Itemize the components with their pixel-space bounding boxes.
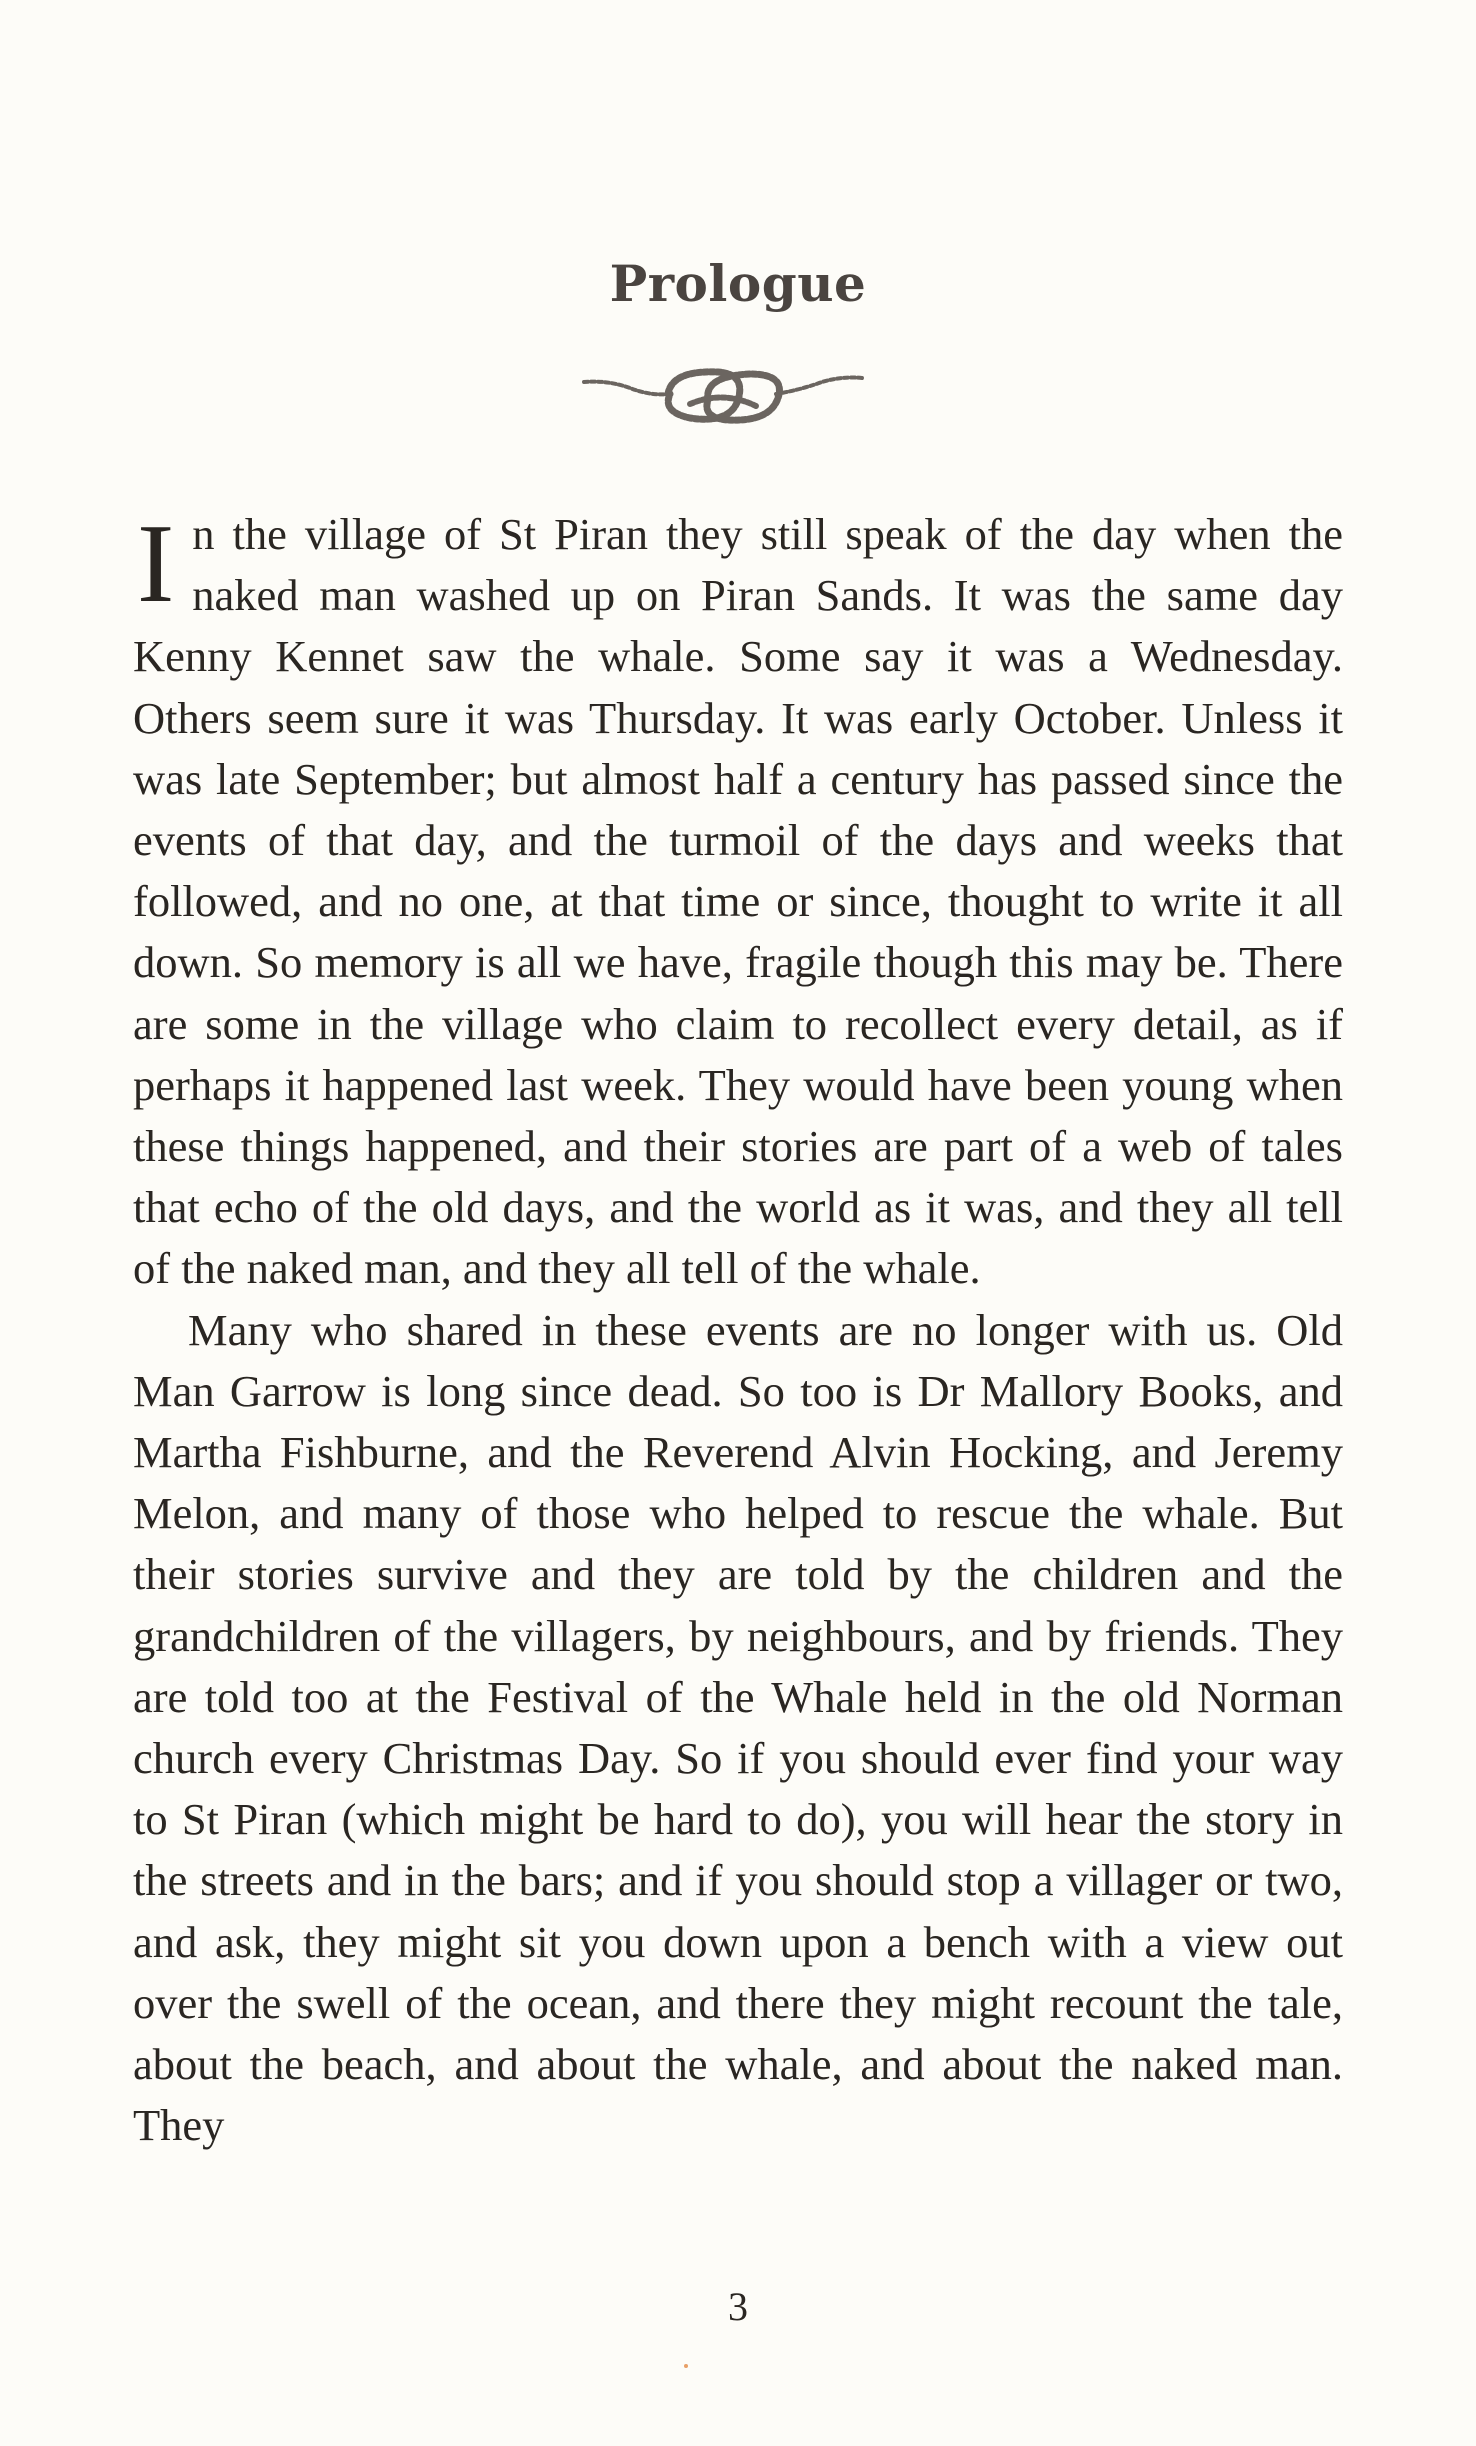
paper-speck xyxy=(684,2364,688,2368)
rope-left-tail xyxy=(584,382,670,395)
page-number: 3 xyxy=(728,2284,748,2329)
paragraph-2: Many who shared in these events are no longer with us. Old Man Garrow is long since dead. So too is Dr Mallory Books, and Martha Fishburne, and the Reverend Alvin Hocking, and Jeremy Melon, and many of those who helped to rescue the whale. But their stories survive and they are told by the children and the grandchildren of the villagers, by neighbours, and by friends. They are told too at the Festival of the Whale held in the old Norman church every Christmas Day. So if you should ever find your way to St Piran (which might be hard to do), you will hear the story in the streets and in the bars; and if you should stop a villager or two, and ask, they might sit you down upon a bench with a view out over the swell of the ocean, and there they might recount the tale, about the beach, and about the whale, and about the naked man. They xyxy=(133,1304,1343,2151)
rope-knot-icon xyxy=(578,360,868,440)
paragraph-1-text: n the village of St Piran they still speak of the day when the naked man washed up on Piran Sands. It was the same day Kenny Kennet saw the whale. Some say it was a Wednesday. Others seem sure it was Thursday. It was early October. Unless it was late September; but almost half a century has passed since the events of that day, and the turmoil of the days and weeks that followed, and no one, at that time or since, thought to write it all down. So memory is all we have, fragile though this may be. There are some in the village who claim to recollect every detail, as if perhaps it happened last week. They would have been young when these things happened, and their stories are part of a web of tales that echo of the old days, and the world as it was, and they all tell of the naked man, and they all tell of the whale. xyxy=(133,509,1343,1294)
rope-center-cross xyxy=(690,397,756,406)
paragraph-1 xyxy=(133,504,1343,1300)
rope-right-tail xyxy=(776,378,862,395)
chapter-title: Prologue xyxy=(609,254,867,313)
prologue-body xyxy=(133,504,1343,2156)
drop-cap: I xyxy=(137,502,175,626)
